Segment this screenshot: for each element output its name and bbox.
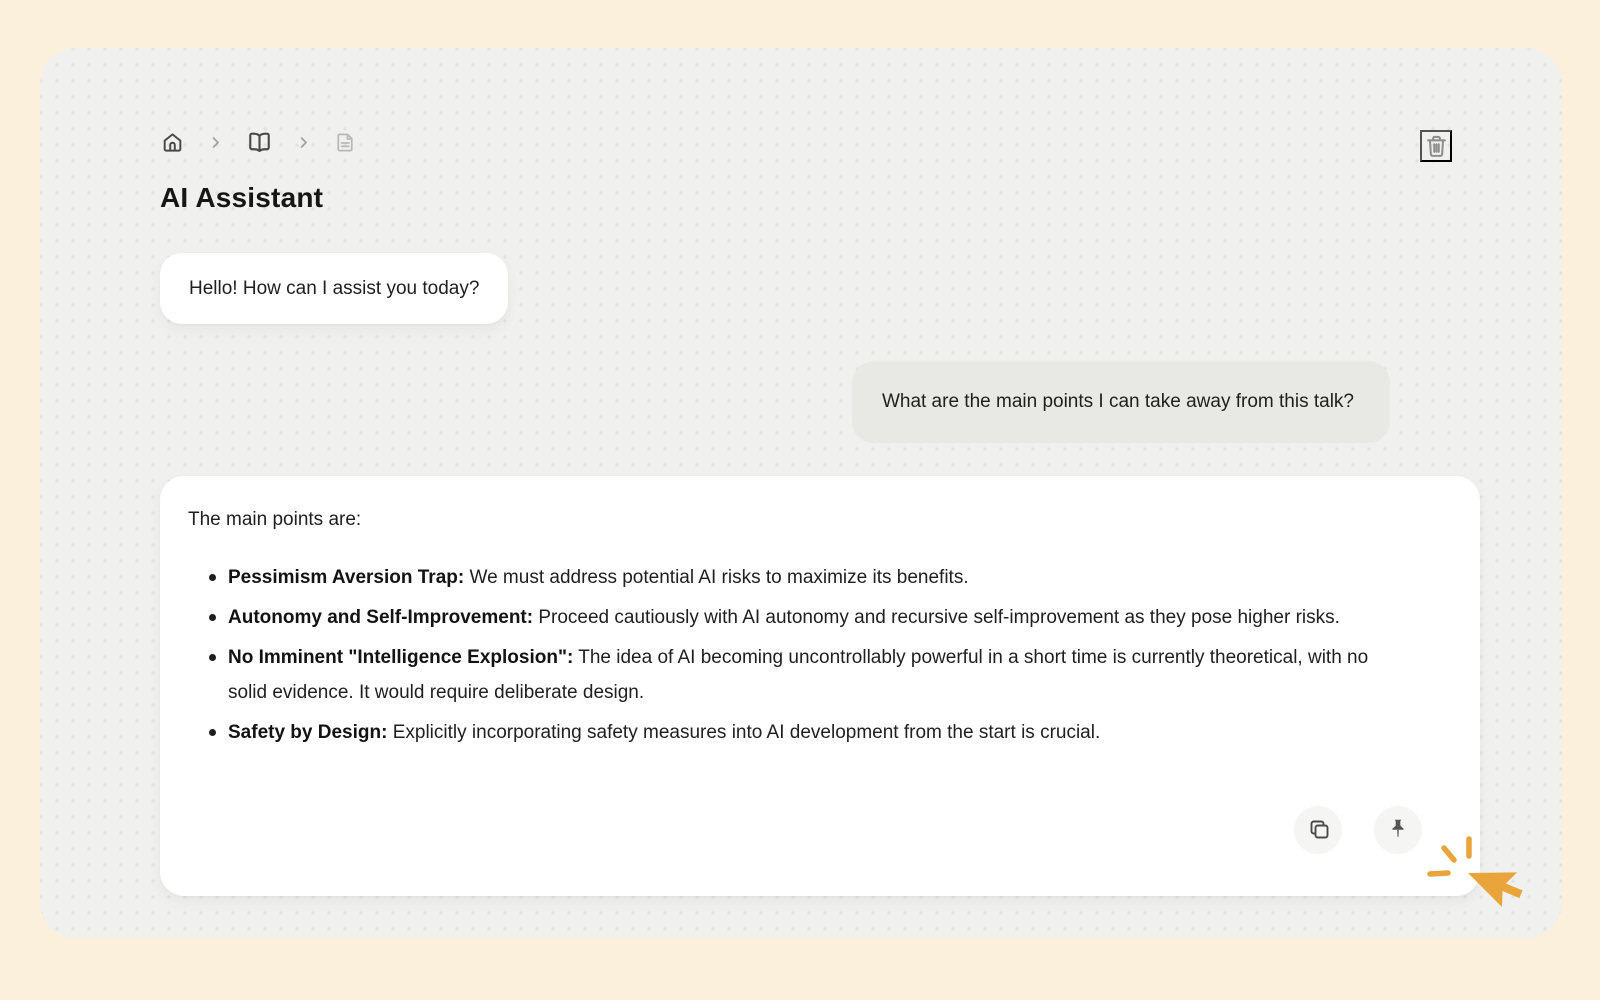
assistant-greeting-text: Hello! How can I assist you today? xyxy=(189,278,480,299)
breadcrumb xyxy=(160,130,357,155)
document-icon xyxy=(334,131,357,154)
breadcrumb-current-document[interactable] xyxy=(334,131,357,154)
pin-icon xyxy=(1386,817,1410,844)
assistant-greeting-bubble xyxy=(160,253,508,324)
bullet-title: Pessimism Aversion Trap: xyxy=(228,567,465,588)
list-item xyxy=(188,560,1390,595)
page-title: AI Assistant xyxy=(160,182,324,213)
trash-icon xyxy=(1423,133,1450,160)
bullet-title: No Imminent "Intelligence Explosion": xyxy=(228,647,574,668)
copy-response-button[interactable] xyxy=(1294,806,1342,854)
bullet-body: Proceed cautiously with AI autonomy and recursive self-improvement as they pose higher risks. xyxy=(538,607,1340,628)
response-actions xyxy=(1294,806,1422,854)
response-bullet-list xyxy=(188,560,1390,750)
breadcrumb-home[interactable] xyxy=(160,130,185,155)
copy-icon xyxy=(1306,817,1330,844)
pin-response-button[interactable] xyxy=(1374,806,1422,854)
breadcrumb-notebook[interactable] xyxy=(246,130,273,155)
home-icon xyxy=(160,130,185,155)
response-intro: The main points are: xyxy=(188,509,362,530)
list-item xyxy=(188,715,1390,750)
bullet-body: Explicitly incorporating safety measures into AI development from the start is crucial. xyxy=(392,722,1101,743)
user-message-text: What are the main points I can take away from this talk? xyxy=(881,391,1354,412)
bullet-title: Safety by Design: xyxy=(228,722,388,743)
book-icon xyxy=(246,130,273,155)
list-item xyxy=(188,640,1390,710)
chevron-right-icon xyxy=(208,135,223,150)
bullet-title: Autonomy and Self-Improvement: xyxy=(228,607,534,628)
assistant-response-bubble xyxy=(160,476,1480,896)
bullet-body: We must address potential AI risks to maximize its benefits. xyxy=(469,567,969,588)
bullet-body: The idea of AI becoming uncontrollably powerful in a short time is currently theoretical, with no solid evidence. It would require deliberate design. xyxy=(228,647,1369,703)
chevron-right-icon xyxy=(296,135,311,150)
chat-panel xyxy=(40,48,1562,938)
list-item xyxy=(188,600,1390,635)
delete-chat-button[interactable] xyxy=(1420,130,1452,162)
user-message-bubble xyxy=(852,361,1390,443)
